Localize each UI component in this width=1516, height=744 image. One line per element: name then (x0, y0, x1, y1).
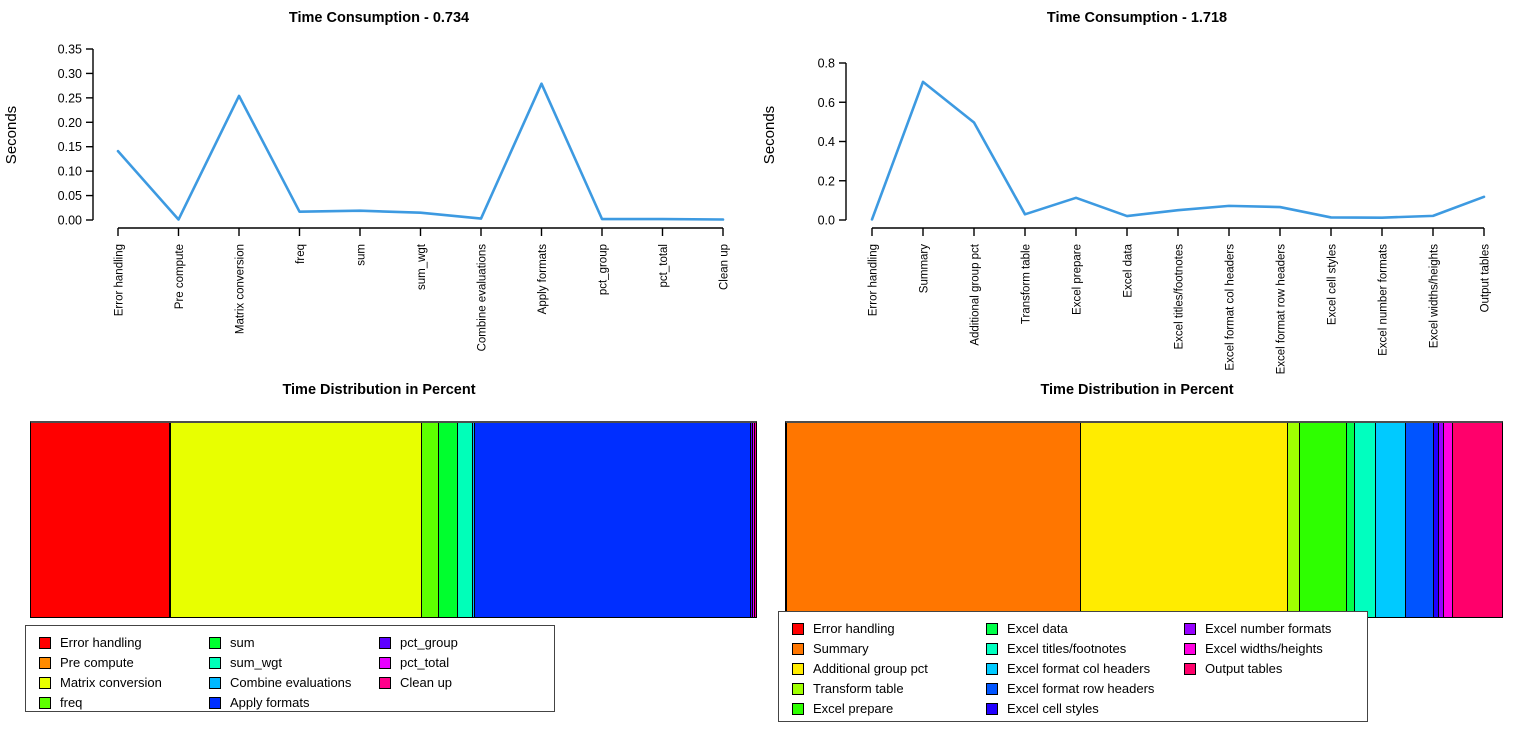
y-tick-label: 0.05 (57, 189, 82, 204)
legend-swatch (986, 623, 998, 635)
legend-item (792, 679, 928, 699)
legend-item (986, 639, 1154, 659)
bar-segment (1081, 423, 1288, 617)
y-tick-label: 0.10 (57, 164, 82, 179)
legend-item (1184, 619, 1331, 639)
legend-column (792, 619, 928, 719)
line-chart-panel-left (0, 0, 758, 390)
y-tick-label: 0.35 (57, 42, 82, 57)
line-chart-right (758, 0, 1516, 390)
bar-segment (1453, 423, 1502, 617)
legend-label: Excel number formats (1205, 621, 1332, 636)
bar-segment (171, 423, 422, 617)
legend-label: Transform table (813, 681, 904, 696)
legend-item (209, 693, 351, 713)
legend-label: pct_group (400, 635, 458, 650)
legend-swatch (39, 677, 51, 689)
legend-label: Excel widths/heights (1205, 641, 1323, 656)
legend-swatch (379, 657, 391, 669)
y-tick-label: 0.8 (817, 56, 835, 71)
y-tick-label: 0.2 (817, 174, 835, 189)
legend-swatch (209, 637, 221, 649)
x-tick-label: Combine evaluations (476, 244, 489, 352)
bar-segment (1288, 423, 1300, 617)
legend-swatch (209, 697, 221, 709)
bar-segment (1300, 423, 1347, 617)
legend-item (39, 633, 162, 653)
legend-label: Additional group pct (813, 661, 928, 676)
legend-label: Output tables (1205, 661, 1283, 676)
legend-item (1184, 639, 1331, 659)
x-tick-label: Clean up (718, 244, 731, 291)
bar-segment (1406, 423, 1434, 617)
legend-swatch (379, 677, 391, 689)
bar-chart-title: Time Distribution in Percent (282, 382, 476, 398)
x-tick-label: Excel format col headers (1224, 244, 1237, 371)
bar-segment (1376, 423, 1406, 617)
y-tick-label: 0.6 (817, 95, 835, 110)
legend-item (1184, 659, 1331, 679)
legend-item (209, 673, 351, 693)
bar-chart-title: Time Distribution in Percent (1040, 382, 1234, 398)
x-tick-label: Transform table (1020, 244, 1033, 325)
legend-item (209, 633, 351, 653)
bar-segment (422, 423, 439, 617)
legend-label: sum_wgt (230, 655, 283, 670)
x-tick-label: sum_wgt (416, 244, 428, 291)
legend-label: Excel format col headers (1007, 661, 1151, 676)
legend-box-right (778, 611, 1368, 722)
legend-item (986, 659, 1154, 679)
x-tick-label: Matrix conversion (234, 244, 247, 335)
data-line (118, 84, 723, 220)
stacked-bar-left (30, 421, 757, 618)
legend-column (986, 619, 1154, 719)
legend-label: Error handling (813, 621, 895, 636)
y-axis-label: Seconds (761, 105, 778, 165)
legend-label: Matrix conversion (60, 675, 162, 690)
x-tick-label: Summary (918, 244, 931, 294)
legend-swatch (986, 643, 998, 655)
legend-label: Summary (813, 641, 869, 656)
x-tick-label: Additional group pct (969, 244, 982, 346)
bar-segment (1355, 423, 1376, 617)
legend-item (986, 619, 1154, 639)
legend-column (209, 633, 351, 713)
legend-swatch (986, 683, 998, 695)
bar-segment (755, 423, 756, 617)
legend-swatch (792, 703, 804, 715)
legend-label: Pre compute (60, 655, 134, 670)
legend-swatch (792, 663, 804, 675)
x-tick-label: Apply formats (537, 244, 549, 315)
legend-label: Excel data (1007, 621, 1068, 636)
bar-segment (458, 423, 473, 617)
legend-item (792, 659, 928, 679)
legend-label: Excel titles/footnotes (1007, 641, 1127, 656)
legend-swatch (209, 677, 221, 689)
y-tick-label: 0.25 (57, 91, 82, 106)
bar-segment (475, 423, 751, 617)
legend-column (39, 633, 162, 713)
legend-item (39, 673, 162, 693)
legend-swatch (379, 637, 391, 649)
legend-label: Combine evaluations (230, 675, 352, 690)
legend-item (209, 653, 351, 673)
x-tick-label: Excel titles/footnotes (1173, 244, 1186, 350)
legend-item (792, 639, 928, 659)
bar-segment (787, 423, 1080, 617)
x-tick-label: Excel number formats (1377, 244, 1390, 356)
legend-item (39, 653, 162, 673)
legend-column (1184, 619, 1331, 679)
x-tick-label: Output tables (1479, 244, 1492, 313)
x-tick-label: sum (355, 244, 368, 266)
legend-swatch (792, 623, 804, 635)
y-tick-label: 0.15 (57, 140, 82, 155)
x-tick-label: Excel cell styles (1326, 244, 1339, 326)
legend-item (39, 693, 162, 713)
x-tick-label: Error handling (113, 244, 126, 317)
bar-segment (31, 423, 170, 617)
legend-swatch (39, 697, 51, 709)
y-tick-label: 0.20 (57, 115, 82, 130)
legend-label: Apply formats (230, 695, 310, 710)
legend-box-left (25, 625, 555, 712)
x-tick-label: freq (295, 244, 307, 264)
legend-item (379, 653, 458, 673)
bar-chart-panel-right (758, 376, 1516, 744)
x-tick-label: Excel prepare (1071, 244, 1084, 315)
chart-title: Time Consumption - 1.718 (1046, 10, 1228, 26)
y-tick-label: 0.00 (57, 213, 82, 228)
y-tick-label: 0.4 (817, 135, 835, 149)
legend-swatch (39, 637, 51, 649)
line-chart-panel-right (758, 0, 1516, 390)
legend-swatch (792, 643, 804, 655)
legend-item (986, 679, 1154, 699)
legend-column (379, 633, 458, 693)
x-tick-label: Error handling (867, 244, 880, 317)
y-tick-label: 0.0 (817, 213, 835, 228)
legend-swatch (792, 683, 804, 695)
legend-swatch (1184, 643, 1196, 655)
legend-item (986, 699, 1154, 719)
x-tick-label: Excel widths/heights (1428, 244, 1441, 349)
x-tick-label: pct_group (597, 244, 610, 296)
legend-item (792, 619, 928, 639)
legend-swatch (986, 703, 998, 715)
legend-item (379, 633, 458, 653)
legend-swatch (209, 657, 221, 669)
legend-swatch (1184, 663, 1196, 675)
legend-label: Excel format row headers (1007, 681, 1155, 696)
legend-label: Excel prepare (813, 701, 894, 716)
stacked-bar-right (785, 421, 1503, 618)
legend-swatch (986, 663, 998, 675)
legend-item (379, 673, 458, 693)
data-line (872, 82, 1484, 220)
legend-label: freq (60, 695, 83, 710)
x-tick-label: Excel data (1122, 244, 1135, 298)
bar-segment (1444, 423, 1453, 617)
legend-label: sum (230, 635, 255, 650)
x-tick-label: pct_total (658, 244, 670, 288)
legend-label: Error handling (60, 635, 142, 650)
legend-swatch (39, 657, 51, 669)
line-chart-left (0, 0, 758, 390)
y-axis-label: Seconds (3, 105, 20, 165)
bar-chart-panel-left (0, 376, 758, 744)
legend-label: Excel cell styles (1007, 701, 1099, 716)
bar-segment (439, 423, 458, 617)
legend-swatch (1184, 623, 1196, 635)
y-tick-label: 0.30 (57, 66, 82, 81)
legend-label: Clean up (400, 675, 453, 690)
legend-item (792, 699, 928, 719)
chart-title: Time Consumption - 0.734 (288, 10, 470, 26)
x-tick-label: Pre compute (174, 244, 186, 310)
x-tick-label: Excel format row headers (1275, 244, 1288, 375)
bar-segment (1347, 423, 1355, 617)
legend-label: pct_total (400, 655, 450, 670)
